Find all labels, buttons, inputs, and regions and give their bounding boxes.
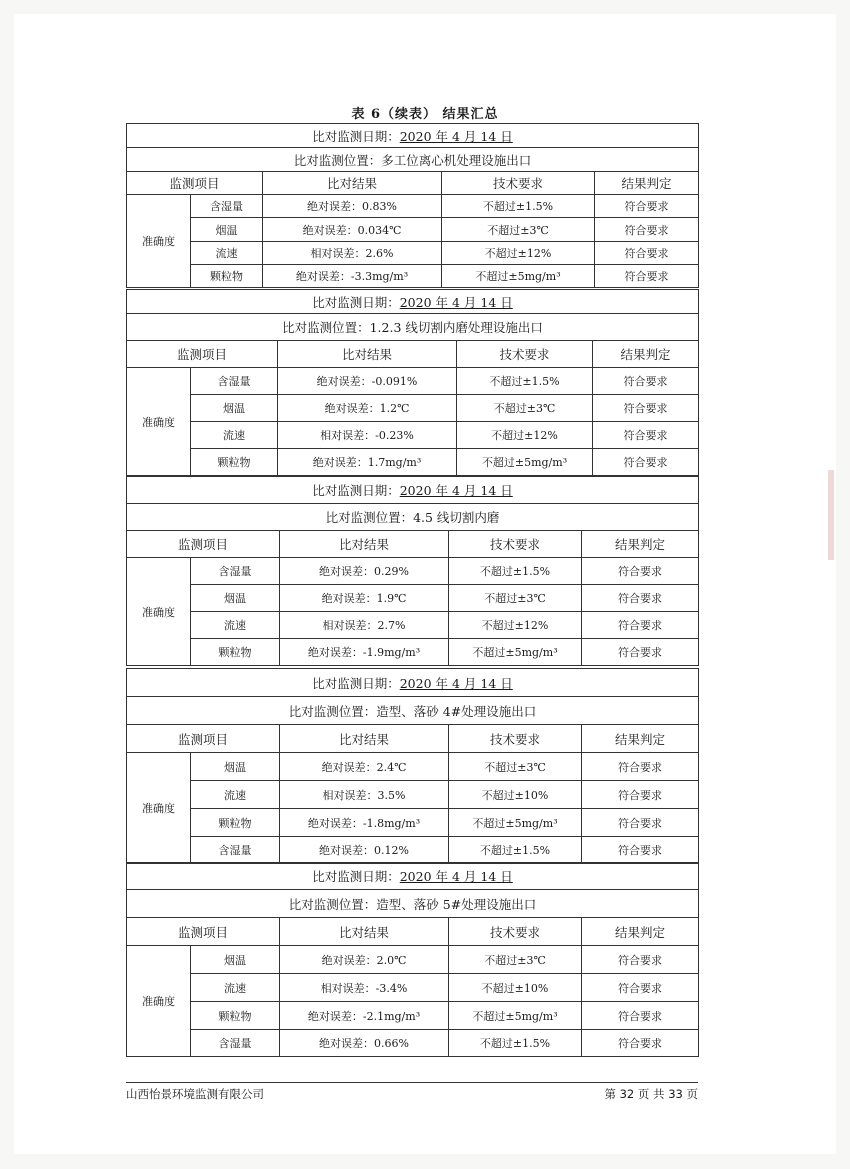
document-title: 表 6（续表） 结果汇总 — [351, 107, 499, 122]
header-item: 监测项目 — [127, 725, 280, 753]
requirement-cell: 不超过±5mg/m³ — [449, 1002, 582, 1030]
requirement-cell: 不超过±12% — [457, 422, 593, 449]
location-value: 1.2.3 线切割内磨处理设施出口 — [369, 320, 543, 335]
monitoring-date-cell — [127, 290, 699, 314]
monitoring-location-cell — [127, 890, 699, 918]
item-cell: 流速 — [191, 422, 278, 449]
location-row — [127, 697, 699, 725]
result-cell: 绝对误差：-1.9mg/m³ — [280, 639, 449, 666]
table-row — [127, 195, 699, 218]
item-cell: 流速 — [191, 974, 280, 1002]
result-cell: 相对误差：3.5% — [280, 781, 449, 809]
requirement-cell: 不超过±5mg/m³ — [449, 809, 582, 837]
header-judgement: 结果判定 — [595, 172, 699, 195]
monitoring-location-cell — [127, 697, 699, 725]
header-item: 监测项目 — [127, 172, 263, 195]
monitoring-date-cell — [127, 669, 699, 697]
item-cell: 颗粒物 — [191, 639, 280, 666]
date-value: 2020 年 4 月 14 日 — [399, 483, 513, 498]
requirement-cell: 不超过±1.5% — [449, 558, 582, 585]
requirement-cell: 不超过±12% — [449, 612, 582, 639]
header-requirement: 技术要求 — [457, 341, 593, 368]
table-row — [127, 781, 699, 809]
requirement-cell: 不超过±3℃ — [457, 395, 593, 422]
location-label: 比对监测位置： — [293, 152, 382, 168]
result-cell: 绝对误差：2.4℃ — [280, 753, 449, 781]
item-cell: 烟温 — [191, 946, 280, 974]
date-value: 2020 年 4 月 14 日 — [399, 294, 513, 310]
header-requirement: 技术要求 — [442, 172, 595, 195]
header-result: 比对结果 — [263, 172, 442, 195]
result-cell: 相对误差：-3.4% — [280, 974, 449, 1002]
location-label: 比对监测位置： — [325, 510, 414, 525]
judgement-cell: 符合要求 — [582, 946, 699, 974]
location-label: 比对监测位置： — [288, 703, 377, 719]
result-section-table — [126, 123, 699, 288]
judgement-cell: 符合要求 — [595, 265, 699, 288]
requirement-cell: 不超过±3℃ — [449, 946, 582, 974]
location-value: 多工位离心机处理设施出口 — [381, 152, 532, 168]
header-requirement: 技术要求 — [449, 531, 582, 558]
column-header-row — [127, 172, 699, 195]
result-section-table — [126, 289, 699, 476]
result-cell: 绝对误差：0.29% — [280, 558, 449, 585]
header-requirement: 技术要求 — [449, 918, 582, 946]
judgement-cell: 符合要求 — [593, 422, 699, 449]
result-cell: 绝对误差：-2.1mg/m³ — [280, 1002, 449, 1030]
column-header-row — [127, 918, 699, 946]
location-row — [127, 890, 699, 918]
date-label: 比对监测日期： — [312, 128, 400, 144]
category-cell: 准确度 — [127, 946, 191, 1057]
table-row — [127, 449, 699, 476]
date-row — [127, 477, 699, 504]
result-cell: 绝对误差：1.9℃ — [280, 585, 449, 612]
item-cell: 含湿量 — [191, 195, 263, 218]
item-cell: 颗粒物 — [191, 449, 278, 476]
item-cell: 颗粒物 — [191, 809, 280, 837]
header-result: 比对结果 — [278, 341, 457, 368]
result-cell: 绝对误差：-1.8mg/m³ — [280, 809, 449, 837]
result-section-table — [126, 476, 699, 666]
requirement-cell: 不超过±5mg/m³ — [442, 265, 595, 288]
item-cell: 流速 — [191, 242, 263, 265]
requirement-cell: 不超过±5mg/m³ — [449, 639, 582, 666]
table-row — [127, 265, 699, 288]
judgement-cell: 符合要求 — [582, 585, 699, 612]
result-cell: 绝对误差：0.66% — [280, 1030, 449, 1057]
monitoring-location-cell — [127, 504, 699, 531]
monitoring-location-cell — [127, 148, 699, 172]
requirement-cell: 不超过±1.5% — [449, 837, 582, 864]
header-item: 监测项目 — [127, 531, 280, 558]
date-value: 2020 年 4 月 14 日 — [399, 128, 513, 144]
date-value: 2020 年 4 月 14 日 — [399, 675, 513, 691]
scan-mark — [828, 470, 834, 560]
location-value: 造型、落砂 5#处理设施出口 — [376, 896, 537, 912]
header-judgement: 结果判定 — [582, 918, 699, 946]
date-value: 2020 年 4 月 14 日 — [399, 869, 513, 884]
date-row — [127, 863, 699, 890]
header-result: 比对结果 — [280, 918, 449, 946]
result-cell: 绝对误差：-0.091% — [278, 368, 457, 395]
table-row — [127, 639, 699, 666]
item-cell: 含湿量 — [191, 368, 278, 395]
requirement-cell: 不超过±10% — [449, 781, 582, 809]
date-label: 比对监测日期： — [312, 483, 400, 498]
judgement-cell: 符合要求 — [582, 809, 699, 837]
location-value: 4.5 线切割内磨 — [413, 510, 500, 525]
table-row — [127, 218, 699, 242]
header-judgement: 结果判定 — [582, 725, 699, 753]
table-row — [127, 837, 699, 864]
date-row — [127, 669, 699, 697]
table-row — [127, 242, 699, 265]
location-value: 造型、落砂 4#处理设施出口 — [376, 703, 537, 719]
result-cell: 绝对误差：0.12% — [280, 837, 449, 864]
result-section-table — [126, 862, 699, 1057]
item-cell: 烟温 — [191, 585, 280, 612]
judgement-cell: 符合要求 — [595, 218, 699, 242]
judgement-cell: 符合要求 — [595, 242, 699, 265]
table-row — [127, 558, 699, 585]
item-cell: 含湿量 — [191, 837, 280, 864]
table-row — [127, 422, 699, 449]
item-cell: 烟温 — [191, 395, 278, 422]
location-row — [127, 314, 699, 341]
item-cell: 流速 — [191, 612, 280, 639]
header-judgement: 结果判定 — [593, 341, 699, 368]
date-row — [127, 124, 699, 148]
result-cell: 相对误差：-0.23% — [278, 422, 457, 449]
category-cell: 准确度 — [127, 195, 191, 288]
monitoring-location-cell — [127, 314, 699, 341]
table-row — [127, 753, 699, 781]
result-cell: 绝对误差：2.0℃ — [280, 946, 449, 974]
category-cell: 准确度 — [127, 368, 191, 476]
monitoring-date-cell — [127, 863, 699, 890]
requirement-cell: 不超过±10% — [449, 974, 582, 1002]
table-row — [127, 368, 699, 395]
table-row — [127, 809, 699, 837]
item-cell: 烟温 — [191, 218, 263, 242]
header-judgement: 结果判定 — [582, 531, 699, 558]
category-cell: 准确度 — [127, 558, 191, 666]
requirement-cell: 不超过±1.5% — [449, 1030, 582, 1057]
judgement-cell: 符合要求 — [582, 837, 699, 864]
location-label: 比对监测位置： — [288, 896, 377, 912]
judgement-cell: 符合要求 — [582, 974, 699, 1002]
result-cell: 相对误差：2.7% — [280, 612, 449, 639]
table-row — [127, 395, 699, 422]
header-requirement: 技术要求 — [449, 725, 582, 753]
column-header-row — [127, 341, 699, 368]
requirement-cell: 不超过±12% — [442, 242, 595, 265]
item-cell: 颗粒物 — [191, 265, 263, 288]
requirement-cell: 不超过±3℃ — [449, 585, 582, 612]
judgement-cell: 符合要求 — [595, 195, 699, 218]
item-cell: 烟温 — [191, 753, 280, 781]
date-row — [127, 290, 699, 314]
judgement-cell: 符合要求 — [593, 368, 699, 395]
judgement-cell: 符合要求 — [582, 1030, 699, 1057]
header-result: 比对结果 — [280, 531, 449, 558]
table-row — [127, 1002, 699, 1030]
result-section-table — [126, 668, 699, 864]
monitoring-date-cell — [127, 477, 699, 504]
requirement-cell: 不超过±1.5% — [442, 195, 595, 218]
requirement-cell: 不超过±3℃ — [442, 218, 595, 242]
date-label: 比对监测日期： — [312, 294, 400, 310]
result-cell: 绝对误差：1.7mg/m³ — [278, 449, 457, 476]
judgement-cell: 符合要求 — [582, 753, 699, 781]
header-item: 监测项目 — [127, 918, 280, 946]
result-cell: 绝对误差：0.83% — [263, 195, 442, 218]
requirement-cell: 不超过±3℃ — [449, 753, 582, 781]
monitoring-date-cell — [127, 124, 699, 148]
table-row — [127, 612, 699, 639]
item-cell: 含湿量 — [191, 558, 280, 585]
result-cell: 绝对误差：1.2℃ — [278, 395, 457, 422]
requirement-cell: 不超过±1.5% — [457, 368, 593, 395]
item-cell: 颗粒物 — [191, 1002, 280, 1030]
item-cell: 含湿量 — [191, 1030, 280, 1057]
result-cell: 绝对误差：-3.3mg/m³ — [263, 265, 442, 288]
item-cell: 流速 — [191, 781, 280, 809]
table-row — [127, 585, 699, 612]
judgement-cell: 符合要求 — [582, 558, 699, 585]
judgement-cell: 符合要求 — [582, 612, 699, 639]
result-cell: 相对误差：2.6% — [263, 242, 442, 265]
header-result: 比对结果 — [280, 725, 449, 753]
table-row — [127, 1030, 699, 1057]
header-item: 监测项目 — [127, 341, 278, 368]
location-row — [127, 504, 699, 531]
column-header-row — [127, 725, 699, 753]
judgement-cell: 符合要求 — [593, 395, 699, 422]
location-row — [127, 148, 699, 172]
date-label: 比对监测日期： — [312, 869, 400, 884]
result-cell: 绝对误差：0.034℃ — [263, 218, 442, 242]
location-label: 比对监测位置： — [282, 320, 370, 335]
table-row — [127, 974, 699, 1002]
footer-divider — [126, 1082, 698, 1083]
category-cell: 准确度 — [127, 753, 191, 864]
date-label: 比对监测日期： — [312, 675, 400, 691]
judgement-cell: 符合要求 — [582, 639, 699, 666]
judgement-cell: 符合要求 — [593, 449, 699, 476]
column-header-row — [127, 531, 699, 558]
footer-company: 山西怡景环境监测有限公司 — [126, 1087, 264, 1101]
judgement-cell: 符合要求 — [582, 781, 699, 809]
footer-page-number: 第 32 页 共 33 页 — [604, 1087, 698, 1101]
judgement-cell: 符合要求 — [582, 1002, 699, 1030]
requirement-cell: 不超过±5mg/m³ — [457, 449, 593, 476]
table-row — [127, 946, 699, 974]
